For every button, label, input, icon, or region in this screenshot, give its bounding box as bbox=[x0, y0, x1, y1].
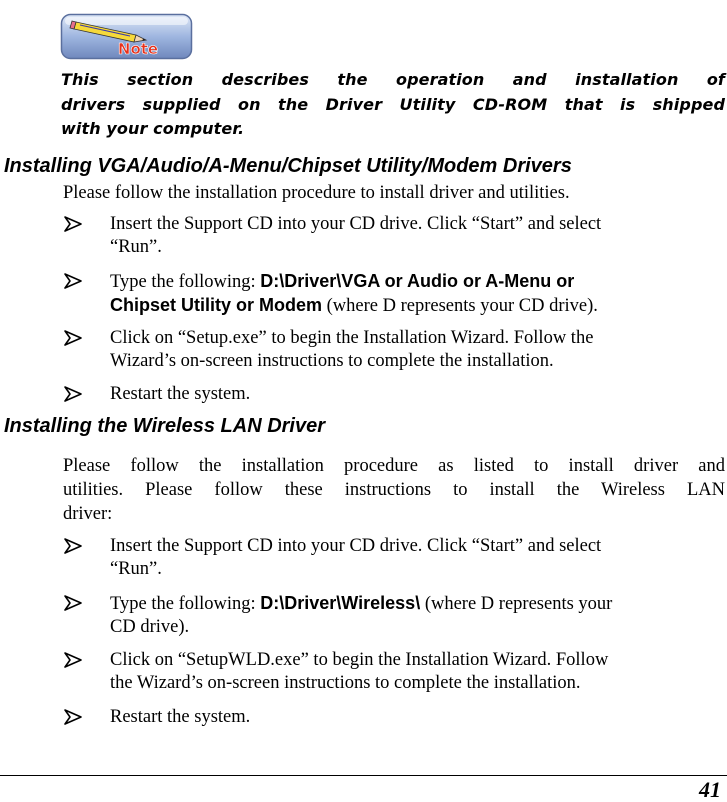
list-item-suffix: (where D represents your CD drive). bbox=[322, 296, 598, 316]
list-item-line: Insert the Support CD into your CD drive. Click “Start” and select bbox=[110, 536, 602, 556]
list-item-suffix: (where D represents your bbox=[420, 594, 613, 614]
list-item-line: Restart the system. bbox=[110, 384, 251, 404]
arrow-bullet-icon bbox=[63, 385, 83, 403]
page-number: 41 bbox=[699, 777, 721, 802]
arrow-bullet-icon bbox=[63, 537, 83, 555]
list-item-text bbox=[110, 535, 722, 581]
driver-path: D:\Driver\Wireless\ bbox=[260, 593, 421, 613]
list-item-text bbox=[110, 649, 722, 695]
arrow-bullet-icon bbox=[63, 651, 83, 669]
list-item-line: “Run”. bbox=[110, 237, 162, 257]
list-item-line: Wizard’s on-screen instructions to complete the installation. bbox=[110, 351, 554, 371]
note-paragraph bbox=[61, 68, 725, 142]
arrow-bullet-icon bbox=[63, 272, 83, 290]
note-badge-label: Note bbox=[117, 40, 159, 58]
note-line: drivers supplied on the Driver Utility CD-ROM that is shipped bbox=[61, 94, 725, 114]
list-item-line: Restart the system. bbox=[110, 707, 251, 727]
arrow-bullet-icon bbox=[63, 215, 83, 233]
driver-path: Chipset Utility or Modem bbox=[110, 295, 323, 315]
list-item-text bbox=[110, 592, 722, 639]
section-intro-wireless bbox=[63, 454, 725, 526]
list-item-line: Insert the Support CD into your CD drive. Click “Start” and select bbox=[110, 214, 602, 234]
list-item-text bbox=[110, 706, 722, 729]
list-item-line: “Run”. bbox=[110, 559, 162, 579]
section-intro-line: Please follow the installation procedure as listed to install driver and bbox=[63, 456, 725, 476]
note-badge bbox=[60, 13, 193, 60]
section-intro-line: utilities. Please follow these instructions to install the Wireless LAN bbox=[63, 480, 725, 500]
list-item-line: Click on “SetupWLD.exe” to begin the Installation Wizard. Follow bbox=[110, 650, 609, 670]
list-item-prefix: Type the following: bbox=[110, 272, 261, 292]
list-item-text bbox=[110, 270, 722, 318]
list-item-text bbox=[110, 213, 722, 259]
arrow-bullet-icon bbox=[63, 708, 83, 726]
driver-path: D:\Driver\VGA or Audio or A-Menu or bbox=[260, 271, 575, 291]
footer-divider bbox=[0, 775, 727, 776]
section-heading-drivers: Installing VGA/Audio/A-Menu/Chipset Utility/Modem Drivers bbox=[4, 155, 572, 177]
note-line: with your computer. bbox=[61, 119, 245, 138]
section-intro-line: driver: bbox=[63, 504, 113, 524]
list-item-text bbox=[110, 383, 722, 406]
arrow-bullet-icon bbox=[63, 329, 83, 347]
note-line: This section describes the operation and installation of bbox=[61, 70, 725, 89]
list-item-line: CD drive). bbox=[110, 617, 190, 637]
list-item-text bbox=[110, 327, 722, 373]
list-item-line: the Wizard’s on-screen instructions to complete the installation. bbox=[110, 673, 581, 693]
list-item-prefix: Type the following: bbox=[110, 594, 261, 614]
section-heading-wireless: Installing the Wireless LAN Driver bbox=[4, 415, 326, 437]
arrow-bullet-icon bbox=[63, 594, 83, 612]
list-item-line: Click on “Setup.exe” to begin the Installation Wizard. Follow the bbox=[110, 328, 594, 348]
section-intro-drivers: Please follow the installation procedure to install driver and utilities. bbox=[63, 183, 570, 203]
